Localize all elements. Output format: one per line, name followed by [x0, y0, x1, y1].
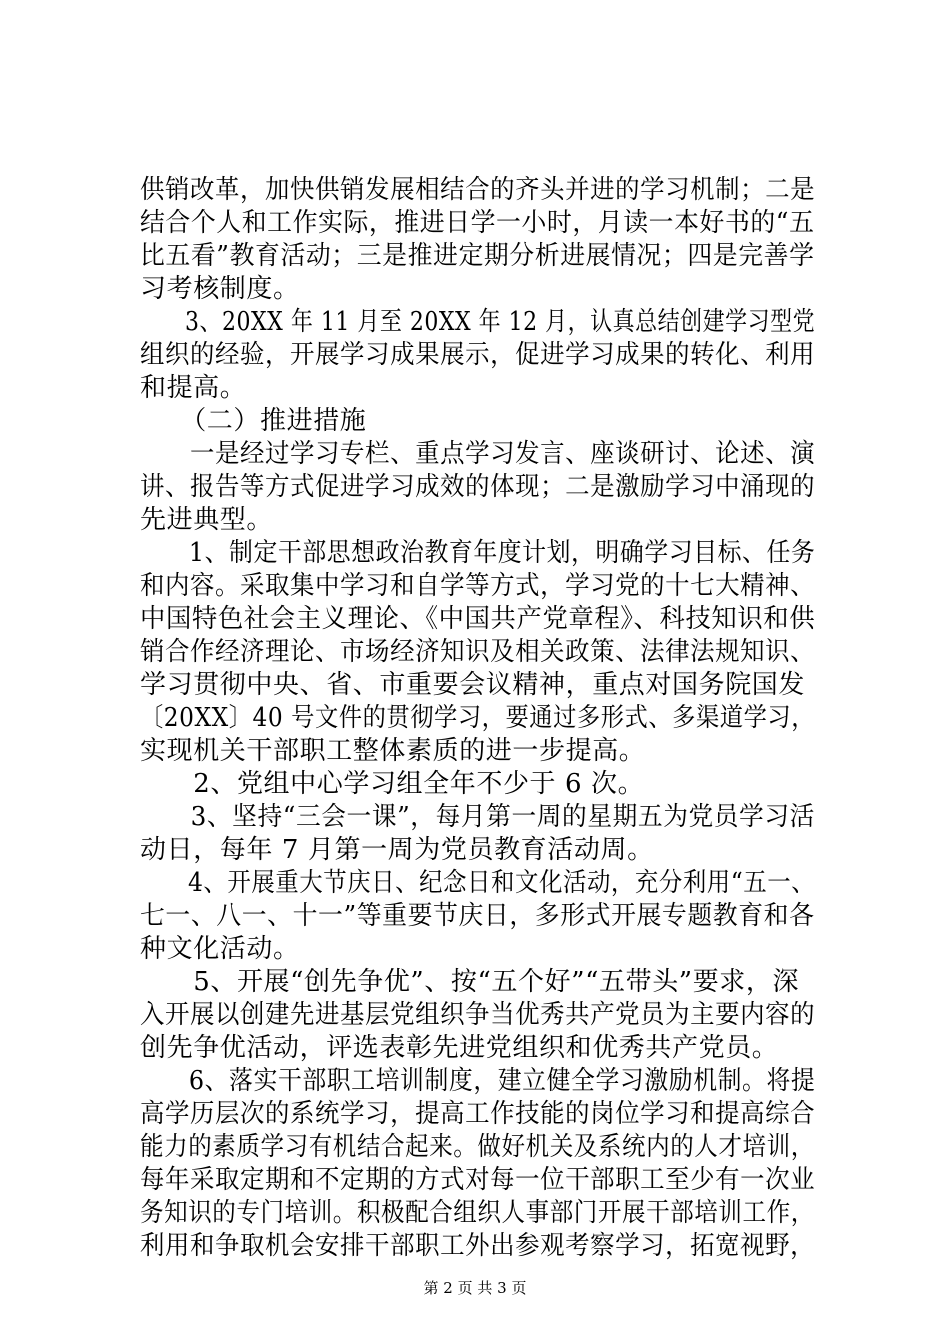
text-line: 利用和争取机会安排干部职工外出参观考察学习，拓宽视野， [140, 1231, 816, 1261]
text-line: 种文化活动。 [140, 934, 300, 964]
text-line: 销合作经济理论、市场经济知识及相关政策、法律法规知识、 [140, 637, 816, 667]
text-line: 一是经过学习专栏、重点学习发言、座谈研讨、论述、演 [140, 439, 816, 469]
text-line: 3、20XX 年 11 月至 20XX 年 12 月，认真总结创建学习型党 [140, 307, 816, 337]
text-line: 入开展以创建先进基层党组织争当优秀共产党员为主要内容的 [140, 1000, 816, 1030]
text-line: 和内容。采取集中学习和自学等方式，学习党的十七大精神、 [140, 571, 816, 601]
text-line: 组织的经验，开展学习成果展示，促进学习成果的转化、利用 [140, 340, 816, 370]
text-line: 供销改革，加快供销发展相结合的齐头并进的学习机制；二是 [140, 175, 816, 205]
text-line: 创先争优活动，评选表彰先进党组织和优秀共产党员。 [140, 1033, 779, 1063]
text-line: 学习贯彻中央、省、市重要会议精神，重点对国务院国发 [140, 670, 806, 700]
text-line: 结合个人和工作实际，推进日学一小时，月读一本好书的“五 [140, 208, 815, 238]
text-line: 中国特色社会主义理论、《中国共产党章程》、科技知识和供 [140, 604, 816, 634]
section-heading: （二）推进措施 [140, 406, 367, 436]
text-line: 4、开展重大节庆日、纪念日和文化活动，充分利用“五一、 [140, 868, 816, 898]
text-line: 2、党组中心学习组全年不少于 6 次。 [140, 769, 645, 799]
text-line: 〔20XX〕40 号文件的贯彻学习，要通过多形式、多渠道学习， [140, 703, 816, 733]
text-line: 能力的素质学习有机结合起来。做好机关及系统内的人才培训， [140, 1132, 815, 1162]
text-line: 和提高。 [140, 373, 247, 403]
text-line: 高学历层次的系统学习，提高工作技能的岗位学习和提高综合 [140, 1099, 816, 1129]
text-line: 先进典型。 [140, 505, 274, 535]
text-line: 每年采取定期和不定期的方式对每一位干部职工至少有一次业 [140, 1165, 816, 1195]
text-line: 实现机关干部职工整体素质的进一步提高。 [140, 736, 646, 766]
text-line: 5、开展“创先争优”、按“五个好”“五带头”要求，深 [140, 967, 800, 997]
text-line: 动日，每年 7 月第一周为党员教育活动周。 [140, 835, 654, 865]
text-line: 七一、八一、十一”等重要节庆日，多形式开展专题教育和各 [140, 901, 815, 931]
text-line: 3、坚持“三会一课”，每月第一周的星期五为党员学习活 [140, 802, 815, 832]
text-line: 习考核制度。 [140, 274, 300, 304]
text-line: 务知识的专门培训。积极配合组织人事部门开展干部培训工作， [140, 1198, 815, 1228]
text-line: 6、落实干部职工培训制度，建立健全学习激励机制。将提 [140, 1066, 816, 1096]
text-line: 比五看”教育活动；三是推进定期分析进展情况；四是完善学 [140, 241, 815, 271]
text-line: 1、制定干部思想政治教育年度计划，明确学习目标、任务 [140, 538, 816, 568]
text-line: 讲、报告等方式促进学习成效的体现；二是激励学习中涌现的 [140, 472, 816, 502]
page-number-footer: 第 2 页 共 3 页 [423, 1279, 527, 1297]
